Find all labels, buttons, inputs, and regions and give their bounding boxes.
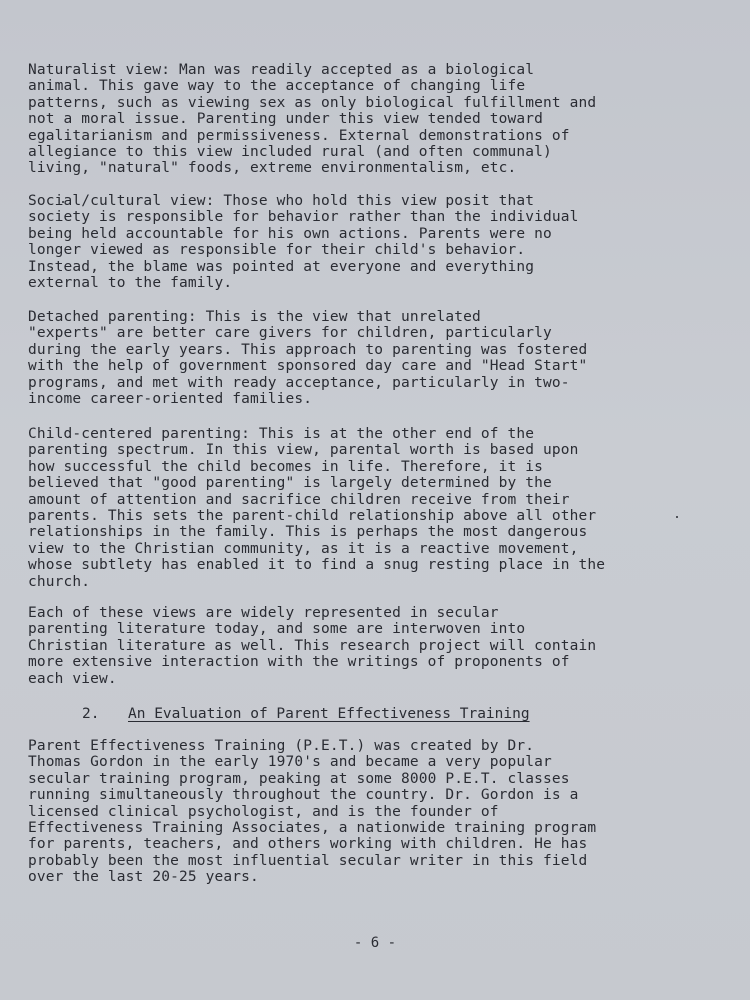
section-number: 2.: [82, 706, 100, 722]
page-number: - 6 -: [353, 935, 397, 951]
paragraph-child-centered-parenting: Child-centered parenting: This is at the other end of the parenting spectrum. In this view, parental worth is based upon how successful the child becomes in life. Therefore, it is believed that "good parenting" is largely determined by the amount of attention and sacrifice children receive from their parents. This sets the parent-child relationship above all other relationships in the family. This is perhaps the most dangerous view to the Christian community, as it is a reactive movement, whose subtlety has enabled it to find a snug resting place in the church.: [28, 426, 606, 590]
paragraph-social-cultural-view: Social/cultural view: Those who hold this view posit that society is responsible for behavior rather than the individual being held accountable for his own actions. Parents were no longer viewed as responsible for their child's behavior. Instead, the blame was pointed at everyone and everything external to the family.: [28, 193, 579, 292]
section-heading: [28, 706, 683, 722]
paragraph-each-view: Each of these views are widely represented in secular parenting literature today, and some are interwoven into Christian literature as well. This research project will contain more extensive interaction with the writings of proponents of each view.: [28, 605, 597, 687]
stray-mark: [676, 516, 678, 518]
paragraph-pet: Parent Effectiveness Training (P.E.T.) was created by Dr. Thomas Gordon in the early 1970's and became a very popular secular training program, peaking at some 8000 P.E.T. classes running simultaneously throughout the country. Dr. Gordon is a licensed clinical psychologist, and is the founder of Effectiveness Training Associates, a nationwide training program for parents, teachers, and others working with children. He has probably been the most influential secular writer in this field over the last 20-25 years.: [28, 738, 597, 886]
section-title: An Evaluation of Parent Effectiveness Training: [128, 706, 530, 722]
paragraph-naturalist-view: Naturalist view: Man was readily accepted as a biological animal. This gave way to the acceptance of changing life patterns, such as viewing sex as only biological fulfillment and not a moral issue. Parenting under this view tended toward egalitarianism and permissiveness. External demonstrations of allegiance to this view included rural (and often communal) living, "natural" foods, extreme environmentalism, etc.: [28, 62, 597, 177]
paragraph-detached-parenting: Detached parenting: This is the view that unrelated "experts" are better care givers for children, particularly during the early years. This approach to parenting was fostered with the help of government sponsored day care and "Head Start" programs, and met with ready acceptance, particularly in two- income career-oriented families.: [28, 309, 588, 408]
